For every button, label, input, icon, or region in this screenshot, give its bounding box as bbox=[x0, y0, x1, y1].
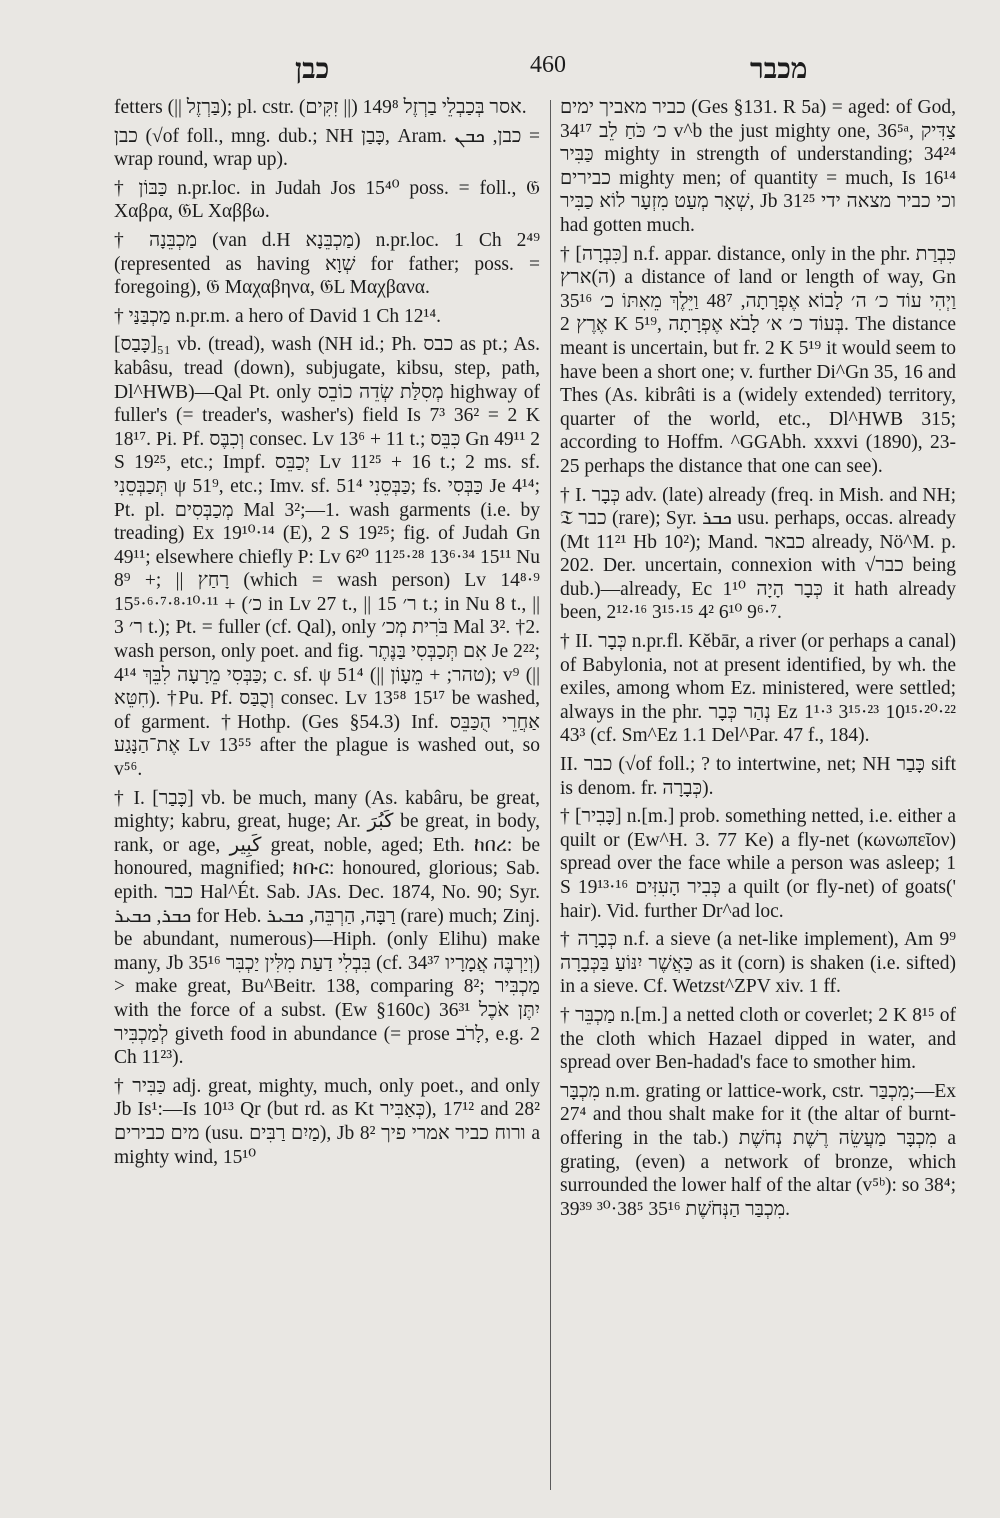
entry bbox=[114, 96, 540, 120]
entry-text: † כַּבּוֹן n.pr.loc. in Judah Jos 15⁴⁰ poss. = foll., 𝔊 Χαβρα, 𝔊L Χαββω. bbox=[114, 177, 540, 223]
entry bbox=[560, 753, 956, 800]
entry bbox=[560, 805, 956, 923]
entry-text: † כַּבִּיר adj. great, mighty, much, only poet., and only Jb Is¹:—Is 10¹³ Qr (but rd. as Kt כְּאַבִּיר), 17¹² and 28² מים כבירים (usu. מַיִם רַבִּים), Jb 8² ורוח כביר אמרי פיך a mighty wind, 15¹⁰ bbox=[114, 1075, 541, 1168]
right-guide-word: מכבר bbox=[750, 54, 808, 85]
entry-text: II. כבר (√of foll.; ? to intertwine, net; NH כָּבַר sift is denom. fr. כְּבָרָה). bbox=[560, 754, 956, 799]
entry bbox=[114, 229, 540, 300]
entry-text: † מַכְבֵּר n.[m.] a netted cloth or coverlet; 2 K 8¹⁵ of the cloth which Hazael dipped in water, and spread over Ben-hadad's face to smother him. bbox=[560, 1004, 957, 1074]
entry bbox=[560, 96, 956, 238]
entry-text: † I. [כָּבַר] vb. be much, many (As. kabâru, be great, mighty; kabru, great, huge; Ar. كَبُرَ be great, in body, rank, or age, كَبِير great, noble, aged; Eth. ከበረ: be honoured, magnified; ክቡር: honoured, glorious; Sab. epith. כבר Hal^Ét. Sab. JAs. Dec. 1874, No. 90; Syr. ܟܒܪ, ܟܒܝܪ for Heb. רַבָּה, הַרְבֵּה, ܟܒܝܪ (rare) much; Zinj. be abundant, numerous)—Hiph. (only Elihu) make many, Jb 35¹⁶ בִּבְלִי דַעַת מִלִּין יַכְבִּר (cf. וְיַרְבֶּה אֲמָרָיו 34³⁷) > make great, Bu^Beitr. 138, comparing 8²; מַכְבִּיר with the force of a subst. (Ew §160c) 36³¹ יִתֶּן אֹכֶל לְמַכְבִּיר giveth food in abundance (= prose לָרֹב, e.g. 2 Ch 11²³). bbox=[114, 787, 540, 1069]
entry-text: fetters (|| בַּרְזֶל); pl. cstr. אסר בְּכַבְלֵי בַרְזֶל 149⁸ (|| זִקִּים). bbox=[114, 97, 527, 118]
entry bbox=[560, 630, 956, 748]
entry bbox=[560, 1080, 956, 1222]
entry bbox=[560, 1004, 956, 1075]
entry-text: † [כִּבְרָה] n.f. appar. distance, only in the phr. כִּבְרַת (ה)ארץ a distance of land or length of way, Gn 35¹⁶ וַיְהִי עוֹד כ׳ ה׳ לָבוֹא אֶפְרָתָה, 48⁷ וַיֵּלֶךְ מֵאִתּוֹ כ׳ אֶרֶץ 2 K 5¹⁹, בְּעוֹד כ׳ א׳ לָבֹא אֶפְרָתָה. The distance meant is uncertain, but fr. 2 K 5¹⁹ it would seem to have been a short one; v. further Di^Gn 35, 16 and Thes (As. kibrâti is a (widely extended) territory, quarter of the world, etc., Dl^HWB 315; according to Hoffm. ^GGAbh. xxxvi (1890), 23-25 perhaps the distance that one can see). bbox=[560, 243, 957, 477]
entry bbox=[114, 787, 540, 1070]
entry-text: † מַכְבַּנַּי n.pr.m. a hero of David 1 Ch 12¹⁴. bbox=[114, 305, 442, 327]
entry-text: כבן (√of foll., mng. dub.; NH כָּבַן, Aram. כבן, ܟܒܢ = wrap round, wrap up). bbox=[114, 125, 540, 171]
running-head bbox=[110, 48, 960, 88]
left-guide-word: כבן bbox=[295, 54, 330, 85]
column-divider bbox=[550, 100, 551, 1490]
entry-text: כביר מאביך ימים (Ges §131. R 5a) = aged: of God, 34¹⁷ כ׳ כֹּחַ לֵב v^b the just mighty one, 36⁵ᵃ, צַדִּיק כַּבִּיר mighty in strength of understanding; 34²⁴ כבירים mighty men; of quantity = much, Is 16¹⁴ שְׁאָר מְעַט מִזְעָר לוֹא כַבִּיר, Jb 31²⁵ וכי כביר מצאה ידי had gotten much. bbox=[560, 97, 957, 236]
entry bbox=[560, 243, 956, 479]
entry bbox=[560, 484, 956, 626]
entry-text: מִכְבָּר n.m. grating or lattice-work, cstr. מִכְבַּר;—Ex 27⁴ and thou shalt make for it (the altar of burnt-offering in the tab.) מִכְבָּר מַעֲשֵׂה רֶשֶׁת נְחֹשֶׁת a grating, (even) a network of bronze, which surrounded the lower half of the altar (v⁵ᵇ): so 38⁴; מִכְבַּר הַנְּחֹשֶׁת 35¹⁶ 38⁵·³⁰ 39³⁹. bbox=[560, 1080, 957, 1220]
entry bbox=[114, 305, 540, 329]
entry-text: † [כָּבִיר] n.[m.] prob. something netted, i.e. either a quilt or (Ew^H. 3. 77 Ke) a fly-net (κωνωπεῖον) spread over the face while a person was asleep; 1 S 19¹³·¹⁶ כְּבִיר הָעִזִּים a quilt (or fly-net) of goats(' hair). Vid. further Dr^ad loc. bbox=[560, 806, 957, 922]
left-column bbox=[114, 96, 540, 1174]
entry bbox=[114, 333, 540, 781]
entry bbox=[114, 177, 540, 224]
right-column bbox=[560, 96, 956, 1226]
entry-text: [כָּבַס]₅₁ vb. (tread), wash (NH id.; Ph. כבס as pt.; As. kabâsu, tread (down), subjugate, kibsu, step, path, Dl^HWB)—Qal Pt. only מְסִלַּת שְׂדֵה כוֹבֵס highway of fuller's (= treader's, washer's) field Is 7³ 36² = 2 K 18¹⁷. Pi. Pf. וְכִבֶּס consec. Lv 13⁶ + 11 t.; כִּבֵּס Gn 49¹¹ 2 S 19²⁵, etc.; Impf. יְכַבֵּס Lv 11²⁵ + 16 t.; 2 ms. sf. תְּכַבְּסֵנִי ψ 51⁹, etc.; Imv. sf. כַּבְּסֵנִי 51⁴; fs. כַּבְּסִי Je 4¹⁴; Pt. pl. מְכַבְּסִים Mal 3²;—1. wash garments (i.e. by treading) Ex 19¹⁰·¹⁴ (E), 2 S 19²⁵; fig. of Judah Gn 49¹¹; elsewhere chiefly P: Lv 6²⁰ 11²⁵·²⁸ 13⁶·³⁴ 15¹¹ Nu 8⁹ +; || רָחַץ (which = wash person) Lv 14⁸·⁹ 15⁵·⁶·⁷·⁸·¹⁰·¹¹ + (כ׳ in Lv 27 t., || ר׳ 15 t.; in Nu 8 t., || ר׳ 3 t.); Pt. = fuller (cf. Qal), only בֹּרִית מְכ׳ Mal 3². †2. wash person, only poet. and fig. אִם תְּכַבְּסִי בַּנֶּתֶר Je 2²²; כַּבְּסִי מֵרָעָה לִבֵּךְ 4¹⁴; c. sf. ψ 51⁴ (|| טהר; + מֵעָוֹן); v⁹ (|| חִטֵּא). †Pu. Pf. וְכֻבַּס consec. Lv 13⁵⁸ 15¹⁷ be washed, of garment. †Hothp. (Ges §54.3) Inf. אַחֲרֵי הֻכַּבֵּס אֶת־הַנָּגַע Lv 13⁵⁵ after the plague is washed out, so v⁵⁶. bbox=[114, 334, 541, 781]
entry-text: † I. כְּבָר adv. (late) already (freq. in Mish. and NH; 𝔗 כבר (rare); Syr. ܟܒܪ usu. perhaps, occas. already (Mt 11²¹ Hb 10²); Mand. כבאר already, Nö^M. p. 202. Der. uncertain, connexion with √כבר being dub.)—already, Ec 1¹⁰ כְּבָר הָיָה it hath already been, 2¹²·¹⁶ 3¹⁵·¹⁵ 4² 6¹⁰ 9⁶·⁷. bbox=[560, 484, 957, 624]
page-number: 460 bbox=[530, 52, 566, 78]
entry bbox=[560, 928, 956, 999]
entry bbox=[114, 125, 540, 172]
entry-text: † II. כְּבָר n.pr.fl. Kĕbār, a river (or perhaps a canal) of Babylonia, not at present identified, by wh. the exiles, among whom Ez. ministered, were settled; always in the phr. נְהַר כְּבָר Ez 1¹·³ 3¹⁵·²³ 10¹⁵·²⁰·²² 43³ (cf. Sm^Ez 1.1 Del^Par. 47 f., 184). bbox=[560, 631, 957, 747]
entry bbox=[114, 1075, 540, 1169]
entry-text: † כְּבָרָה n.f. a sieve (a net-like implement), Am 9⁹ כַּאֲשֶׁר יִנּוֹעַ בַּכְּבָרָה as it (corn) is shaken (i.e. sifted) in a sieve. Cf. Wetzst^ZPV xiv. 1 ff. bbox=[560, 929, 956, 998]
entry-text: † מַכְבֵּנָה (van d.H מַכְבֵּנָא) n.pr.loc. 1 Ch 2⁴⁹ (represented as having שְׁוָא for father; poss. = foregoing), 𝔊 Μαχαβηνα, 𝔊L Μαχβανα. bbox=[114, 229, 540, 299]
